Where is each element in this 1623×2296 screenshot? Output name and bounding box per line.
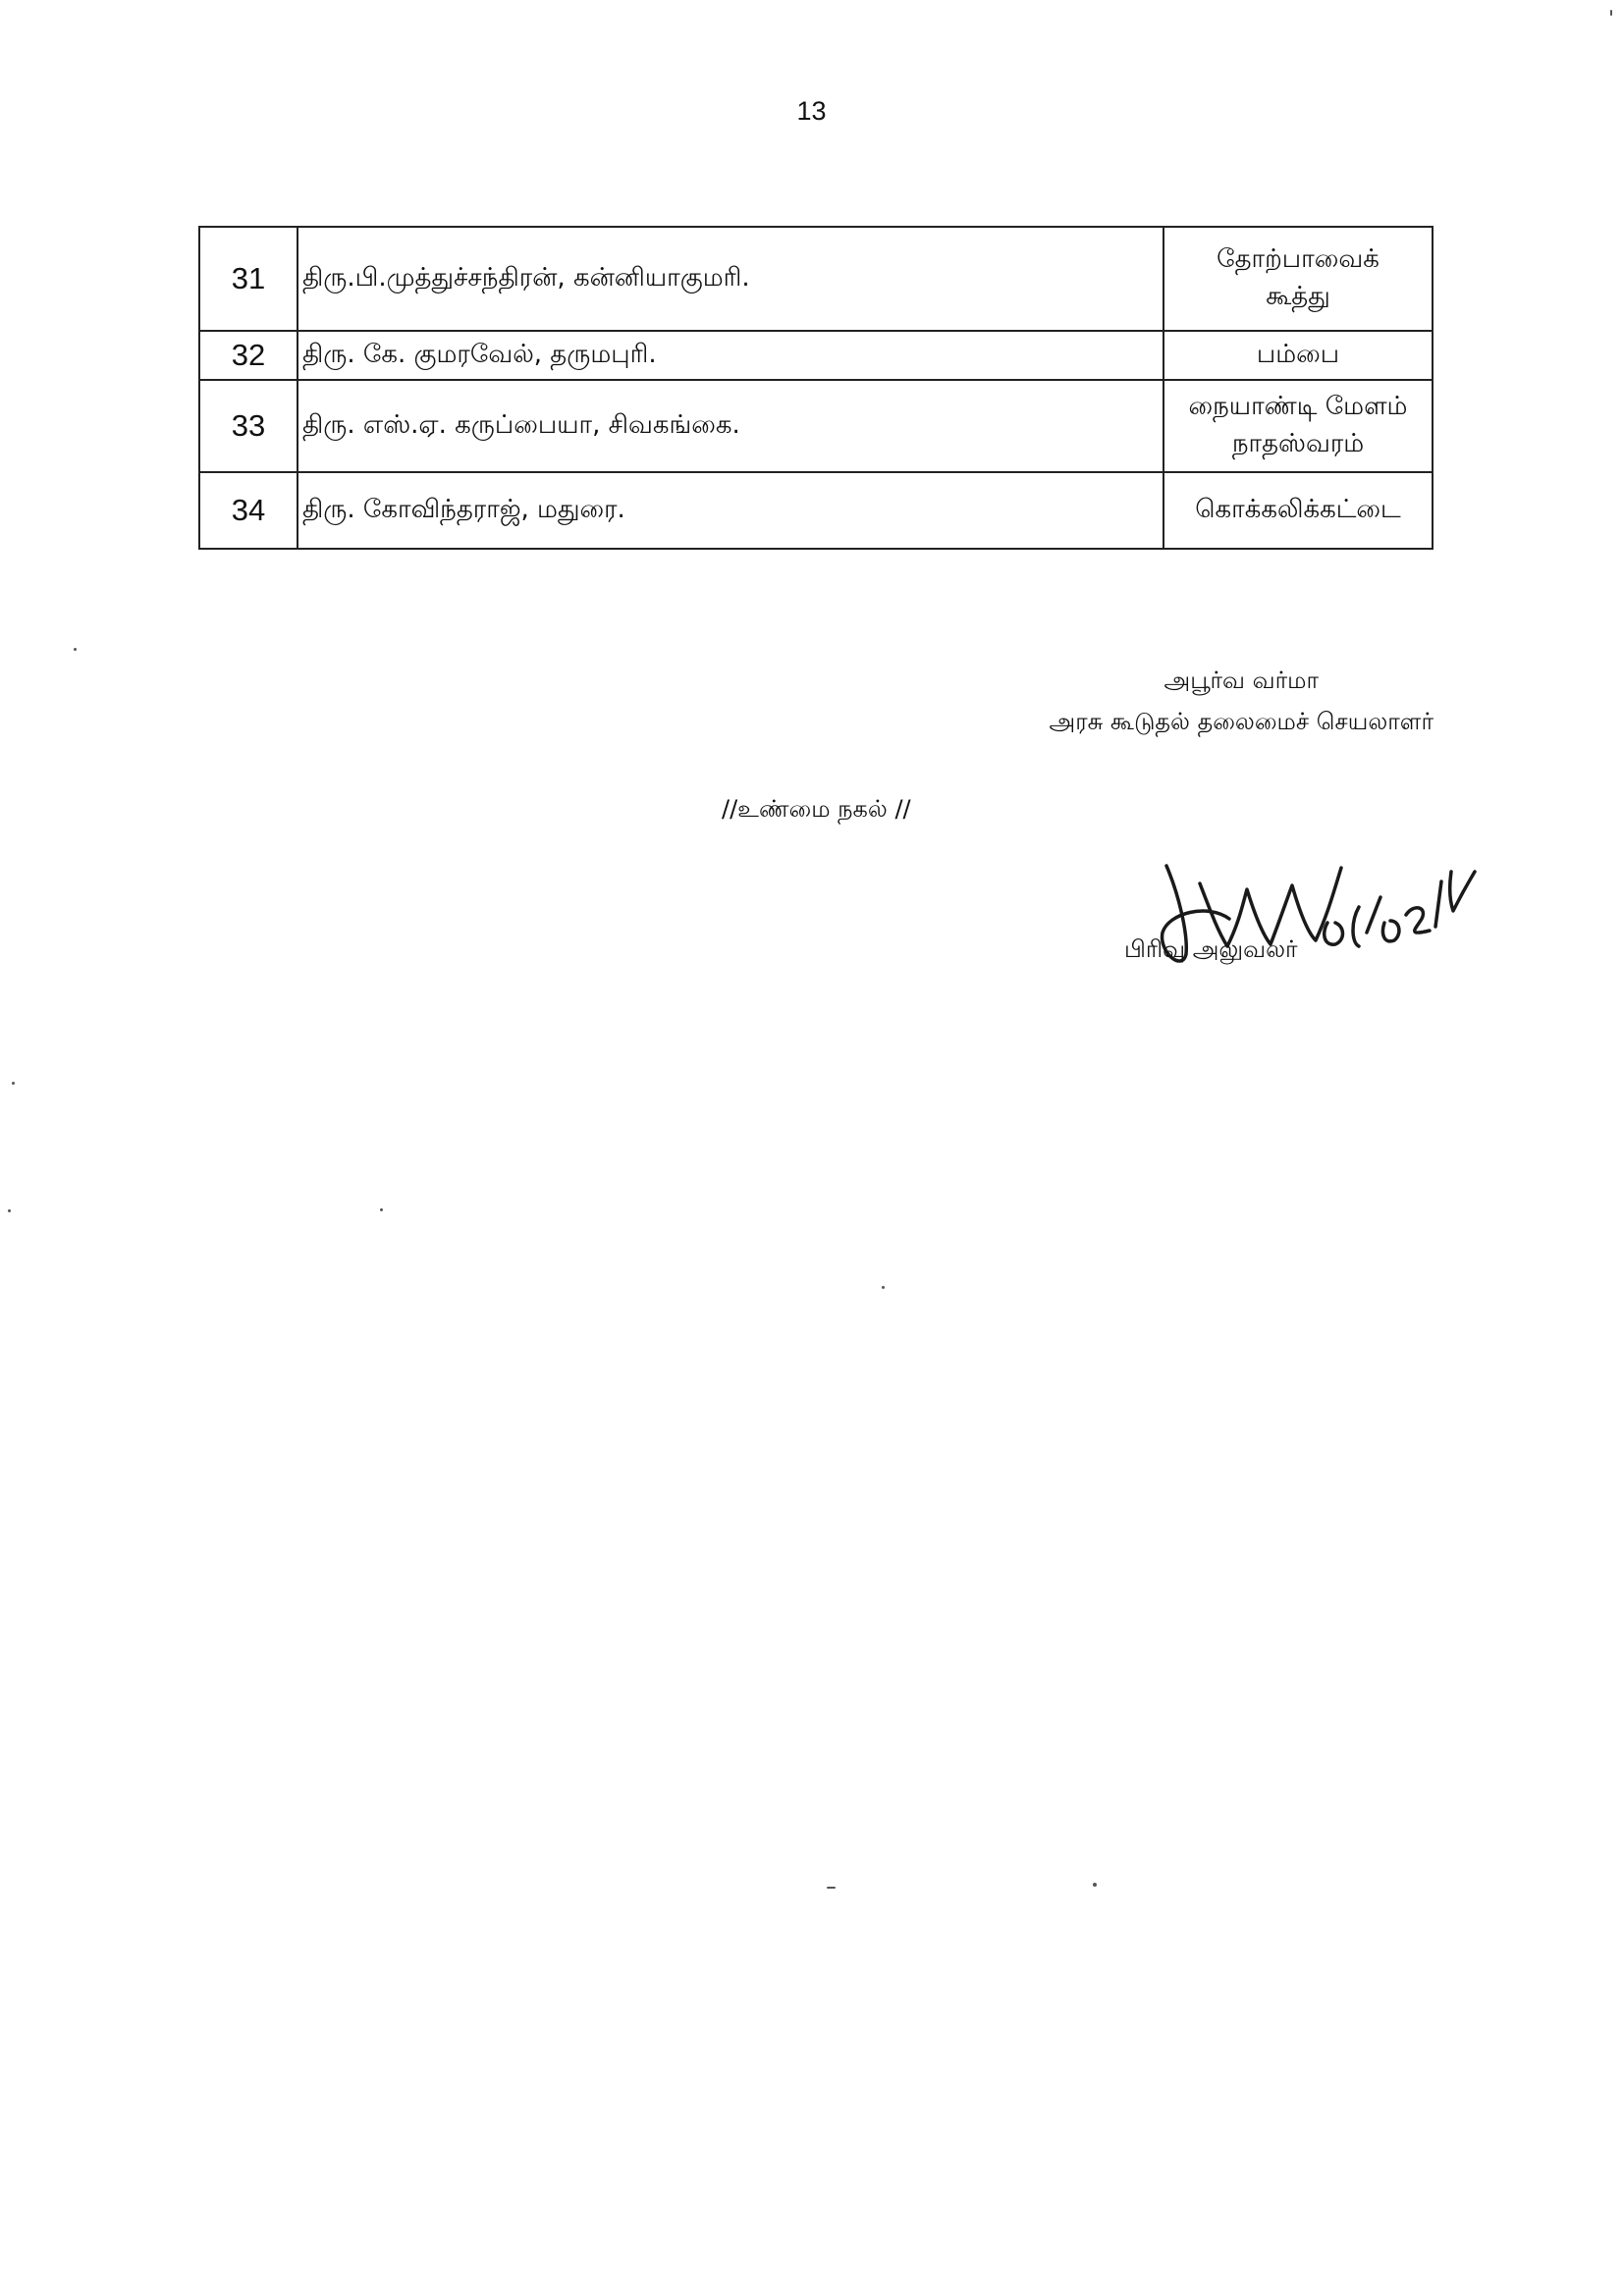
page-number: 13 [796,96,827,126]
scan-speck [74,648,77,651]
serial-number: 32 [199,331,298,380]
art-form-line: நாதஸ்வரம் [1231,429,1365,458]
scan-speck [882,1286,885,1289]
scan-speck [827,1887,836,1889]
scan-speck [1610,10,1612,16]
art-form [1163,227,1433,331]
art-form [1163,472,1433,549]
awardee-name: திரு. கே. குமரவேல், தருமபுரி. [298,331,1163,380]
art-form-line: கூத்து [1266,282,1330,311]
table-row [199,331,1433,380]
scan-speck [12,1082,15,1085]
serial-number: 33 [199,380,298,472]
art-form [1163,380,1433,472]
signatory-name: அபூர்வ வர்மா [1163,667,1319,694]
signatory-designation: அரசு கூடுதல் தலைமைச் செயலாளர் [1049,708,1434,735]
awardee-name: திரு. கோவிந்தராஜ், மதுரை. [298,472,1163,549]
art-form-line: தோற்பாவைக் [1217,244,1380,275]
serial-number: 31 [199,227,298,331]
art-form-line: பம்பை [1256,340,1340,370]
art-form-line: கொக்கலிக்கட்டை [1195,495,1401,525]
art-form-line: நையாண்டி மேளம் [1188,392,1408,422]
table-row [199,380,1433,472]
table-row [199,472,1433,549]
signatory-block [1050,660,1434,742]
awardee-name: திரு. எஸ்.ஏ. கருப்பையா, சிவகங்கை. [298,380,1163,472]
serial-number: 34 [199,472,298,549]
table-row [199,227,1433,331]
art-form [1163,331,1433,380]
scan-speck [380,1208,383,1211]
scan-speck [8,1209,11,1212]
section-officer-label: பிரிவு அலுவலர் [1124,935,1298,963]
awardees-table [198,226,1434,550]
true-copy-note: //உண்மை நகல் // [722,795,911,823]
awardee-name: திரு.பி.முத்துச்சந்திரன், கன்னியாகுமரி. [298,227,1163,331]
scan-speck [1093,1883,1097,1887]
